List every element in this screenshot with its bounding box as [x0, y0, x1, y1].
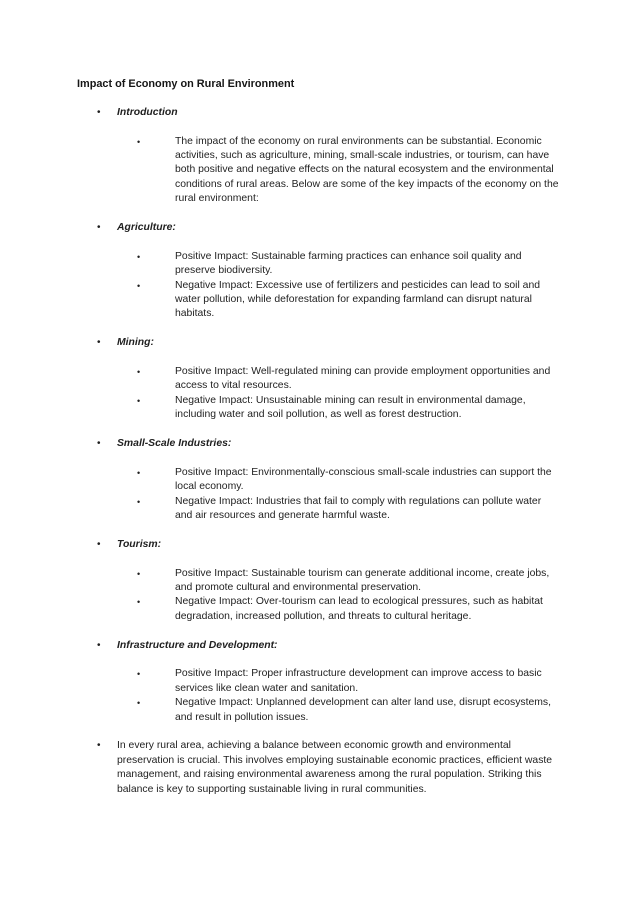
bullet-icon: • — [97, 106, 101, 118]
section-list-small-scale-industries — [77, 466, 560, 524]
closing-paragraph-text: In every rural area, achieving a balance between economic growth and environmental preservation is crucial. This involves employing sustainable economic practices, efficient waste management, and raising environmental awareness among the rural population. Striking this balance is key to supporting sustainable living in rural communities. — [117, 740, 553, 795]
list-item-text: Positive Impact: Sustainable tourism can generate additional income, create jobs, and promote cultural and environmental preservation. — [175, 567, 550, 594]
list-item — [77, 495, 560, 524]
list-item-text: Negative Impact: Unplanned development can alter land use, disrupt ecosystems, and result in pollution issues. — [175, 697, 552, 723]
section-heading-label: Tourism: — [117, 538, 162, 550]
section-heading-tourism — [77, 538, 560, 552]
list-item-text: Positive Impact: Well-regulated mining can provide employment opportunities and access to vital resources. — [175, 366, 551, 392]
section-heading-label: Introduction — [117, 106, 178, 118]
bullet-icon: • — [137, 367, 141, 378]
list-item — [77, 394, 560, 423]
bullet-icon: • — [137, 251, 141, 262]
bullet-icon: • — [97, 538, 101, 550]
bullet-icon: • — [137, 568, 141, 579]
section-list-tourism — [77, 567, 560, 625]
list-item — [77, 595, 560, 624]
bullet-icon: • — [137, 496, 141, 507]
bullet-icon: • — [137, 597, 141, 608]
list-item — [77, 250, 560, 279]
section-heading-mining — [77, 336, 560, 350]
section-heading-label: Agriculture: — [117, 222, 176, 234]
section-heading-label: Infrastructure and Development: — [117, 639, 278, 651]
section-list-infrastructure-and-development — [77, 667, 560, 725]
bullet-icon: • — [97, 222, 101, 234]
list-item-text: Positive Impact: Environmentally-conscious small-scale industries can support the local economy. — [175, 466, 552, 493]
list-item — [77, 696, 560, 725]
bullet-icon: • — [137, 669, 141, 680]
bullet-icon: • — [137, 467, 141, 478]
list-item — [77, 667, 560, 696]
bullet-icon: • — [137, 280, 141, 291]
list-item — [77, 279, 560, 322]
section-list-agriculture — [77, 250, 560, 322]
section-heading-label: Mining: — [117, 337, 154, 349]
list-item-text: Positive Impact: Proper infrastructure development can improve access to basic services like clean water and sanitation. — [175, 668, 542, 694]
list-item — [77, 365, 560, 394]
bullet-icon: • — [97, 740, 101, 752]
list-item-text: Negative Impact: Over-tourism can lead to ecological pressures, such as habitat degradation, increased pollution, and threats to cultural heritage. — [175, 596, 543, 622]
bullet-icon: • — [137, 698, 141, 709]
section-list-introduction — [77, 135, 560, 207]
bullet-icon: • — [137, 395, 141, 406]
section-list-mining — [77, 365, 560, 423]
list-item-text: Positive Impact: Sustainable farming practices can enhance soil quality and preserve biodiversity. — [175, 250, 522, 277]
section-heading-label: Small-Scale Industries: — [117, 438, 232, 450]
section-heading-agriculture — [77, 221, 560, 235]
bullet-icon: • — [97, 438, 101, 450]
list-item — [77, 567, 560, 596]
bullet-icon: • — [97, 639, 101, 651]
document-title: Impact of Economy on Rural Environment — [77, 78, 295, 90]
list-item — [77, 135, 560, 207]
section-heading-introduction — [77, 106, 560, 120]
section-heading-small-scale-industries — [77, 437, 560, 451]
section-heading-infrastructure-and-development — [77, 639, 560, 653]
bullet-icon: • — [137, 136, 141, 147]
closing-paragraph — [77, 739, 560, 797]
list-item — [77, 466, 560, 495]
list-item-text: The impact of the economy on rural environments can be substantial. Economic activities, such as agriculture, mining, small-scale industries, or tourism, can have both positive and negative effects on the natural ecosystem and the environmental conditions of rural areas. Below are some of the key impacts of the economy on the rural environment: — [175, 135, 559, 205]
bullet-icon: • — [97, 337, 101, 349]
list-item-text: Negative Impact: Excessive use of fertilizers and pesticides can lead to soil and water pollution, while deforestation for expanding farmland can disrupt natural habitats. — [175, 279, 541, 320]
list-item-text: Negative Impact: Unsustainable mining can result in environmental damage, including water and soil pollution, as well as forest destruction. — [175, 394, 526, 421]
list-item-text: Negative Impact: Industries that fail to comply with regulations can pollute water and air resources and generate harmful waste. — [175, 495, 542, 522]
